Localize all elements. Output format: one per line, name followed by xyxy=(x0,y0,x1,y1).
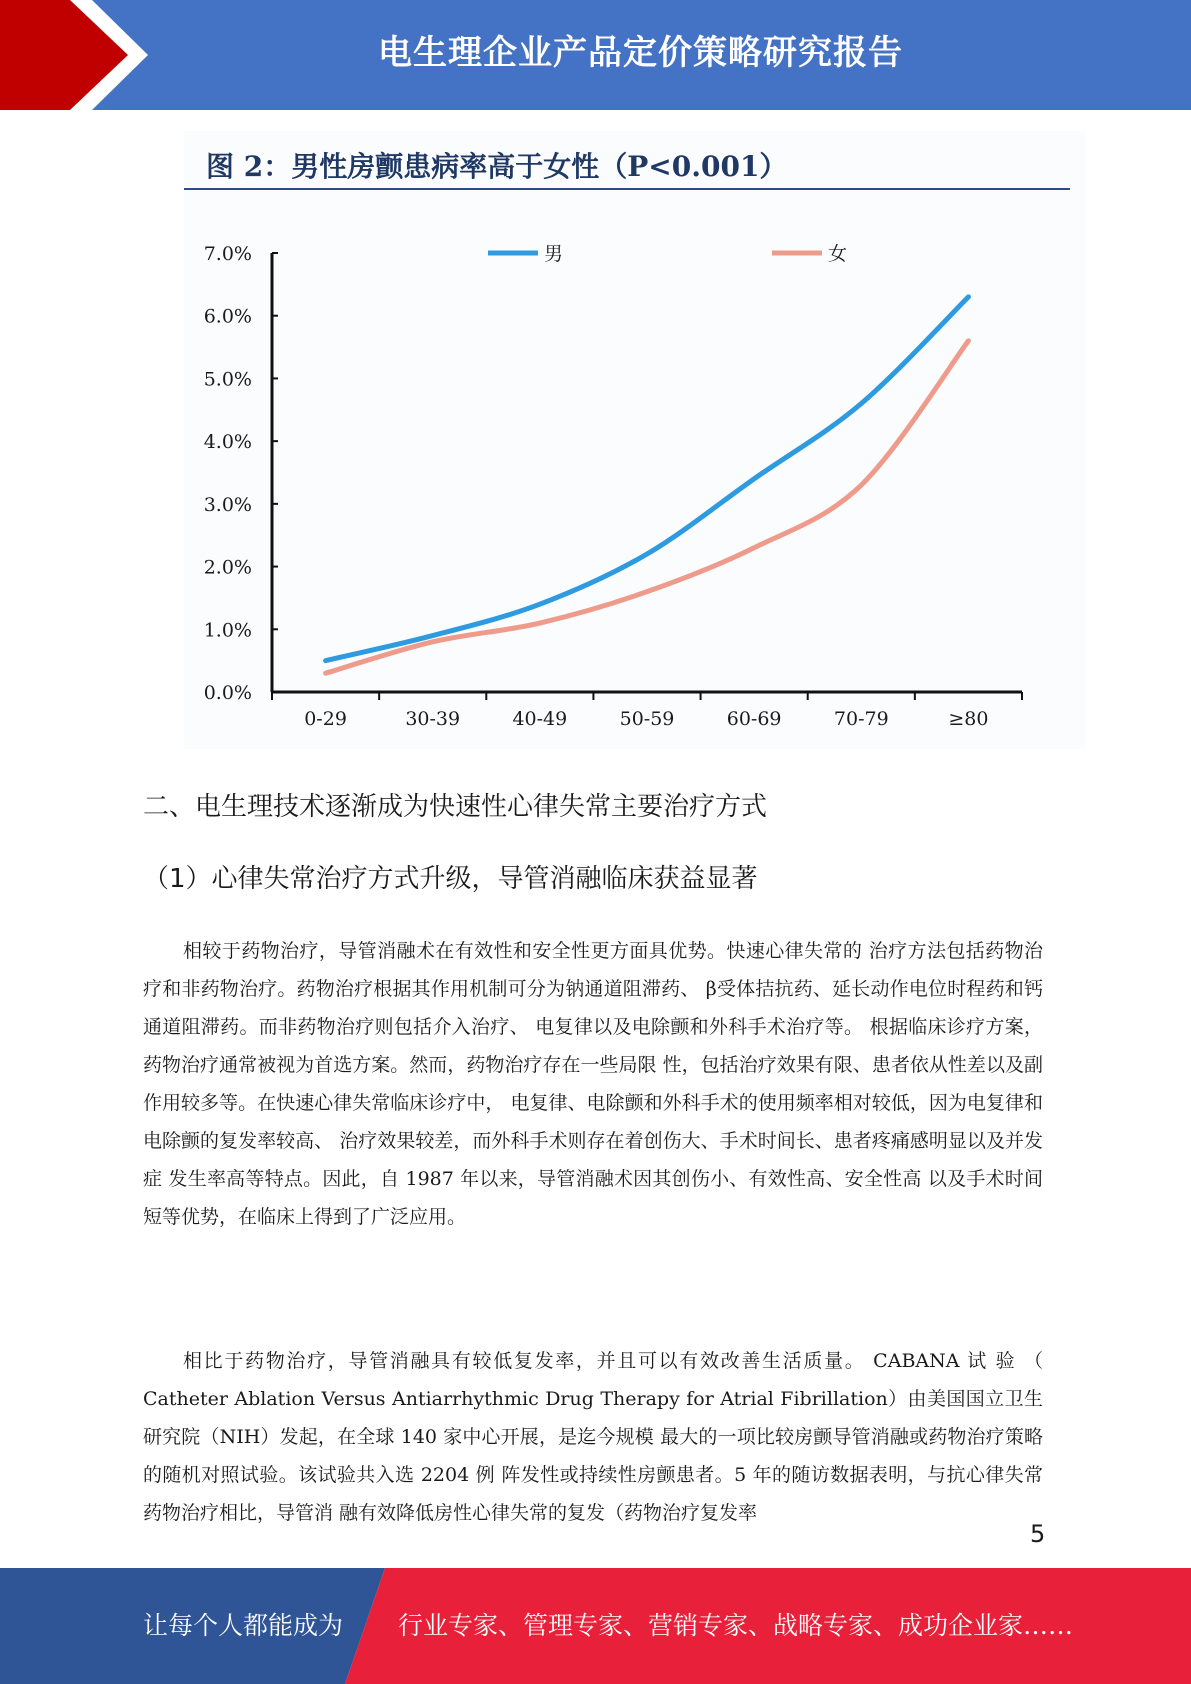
page-header xyxy=(0,0,1191,110)
report-title: 电生理企业产品定价策略研究报告 xyxy=(378,33,903,73)
page-number: 5 xyxy=(1030,1520,1046,1548)
body-paragraph-2: 相比于药物治疗，导管消融具有较低复发率，并且可以有效改善生活质量。 CABANA 试 验 （ Catheter Ablation Versus Antiarrhythmic Drug Therapy for Atrial Fibrillation）由美国国立卫生研究院（NIH）发起，在全球 140 家中心开展，是迄今规模 最大的一项比较房颤导管消融或药物治疗策略的随机对照试验。该试验共入选 2204 例 阵发性或持续性房颤患者。5 年的随访数据表明，与抗心律失常药物治疗相比，导管消 融有效降低房性心律失常的复发（药物治疗复发率 xyxy=(143,1350,1043,1524)
x-tick-label: ≥80 xyxy=(948,708,989,730)
y-tick-label: 6.0% xyxy=(203,305,252,328)
x-tick-label: 70-79 xyxy=(833,708,889,730)
y-tick-label: 4.0% xyxy=(203,431,252,454)
x-tick-label: 40-49 xyxy=(512,708,568,730)
y-tick-label: 2.0% xyxy=(203,556,252,579)
y-tick-label: 0.0% xyxy=(203,682,252,704)
legend-label-1: 女 xyxy=(828,243,848,265)
section-heading: 二、电生理技术逐渐成为快速性心律失常主要治疗方式 xyxy=(143,792,768,822)
x-tick-label: 0-29 xyxy=(304,708,347,730)
figure-title: 图 2：男性房颤患病率高于女性（P<0.001） xyxy=(206,150,788,183)
page-footer xyxy=(0,1568,1191,1684)
body-paragraph-1: 相较于药物治疗，导管消融术在有效性和安全性更方面具优势。快速心律失常的 治疗方法包括药物治疗和非药物治疗。药物治疗根据其作用机制可分为钠通道阻滞药、 β受体拮抗药、延长动作电位时程药和钙通道阻滞药。而非药物治疗则包括介入治疗、 电复律以及电除颤和外科手术治疗等。 根据临床诊疗方案，药物治疗通常被视为首选方案。然而，药物治疗存在一些局限 性，包括治疗效果有限、患者依从性差以及副作用较多等。在快速心律失常临床诊疗中， 电复律、电除颤和外科手术的使用频率相对较低，因为电复律和电除颤的复发率较高、 治疗效果较差，而外科手术则存在着创伤大、手术时间长、患者疼痛感明显以及并发症 发生率高等特点。因此，自 1987 年以来，导管消融术因其创伤小、有效性高、安全性高 以及手术时间短等优势，在临床上得到了广泛应用。 xyxy=(143,940,1043,1228)
legend-label-0: 男 xyxy=(544,243,564,265)
y-tick-label: 3.0% xyxy=(203,493,252,516)
subsection-heading: （1）心律失常治疗方式升级，导管消融临床获益显著 xyxy=(143,864,758,894)
y-tick-label: 1.0% xyxy=(203,619,252,642)
x-tick-label: 30-39 xyxy=(405,708,461,730)
figure-chart xyxy=(184,131,1086,749)
series-line-0 xyxy=(326,297,969,661)
footer-slogan-left: 让每个人都能成为 xyxy=(143,1611,344,1640)
x-tick-label: 60-69 xyxy=(726,708,782,730)
y-tick-label: 7.0% xyxy=(203,243,252,265)
line-chart xyxy=(184,131,1086,749)
y-tick-label: 5.0% xyxy=(203,368,252,391)
x-tick-label: 50-59 xyxy=(619,708,675,730)
footer-slogan-right: 行业专家、管理专家、营销专家、战略专家、成功企业家…… xyxy=(398,1611,1074,1640)
